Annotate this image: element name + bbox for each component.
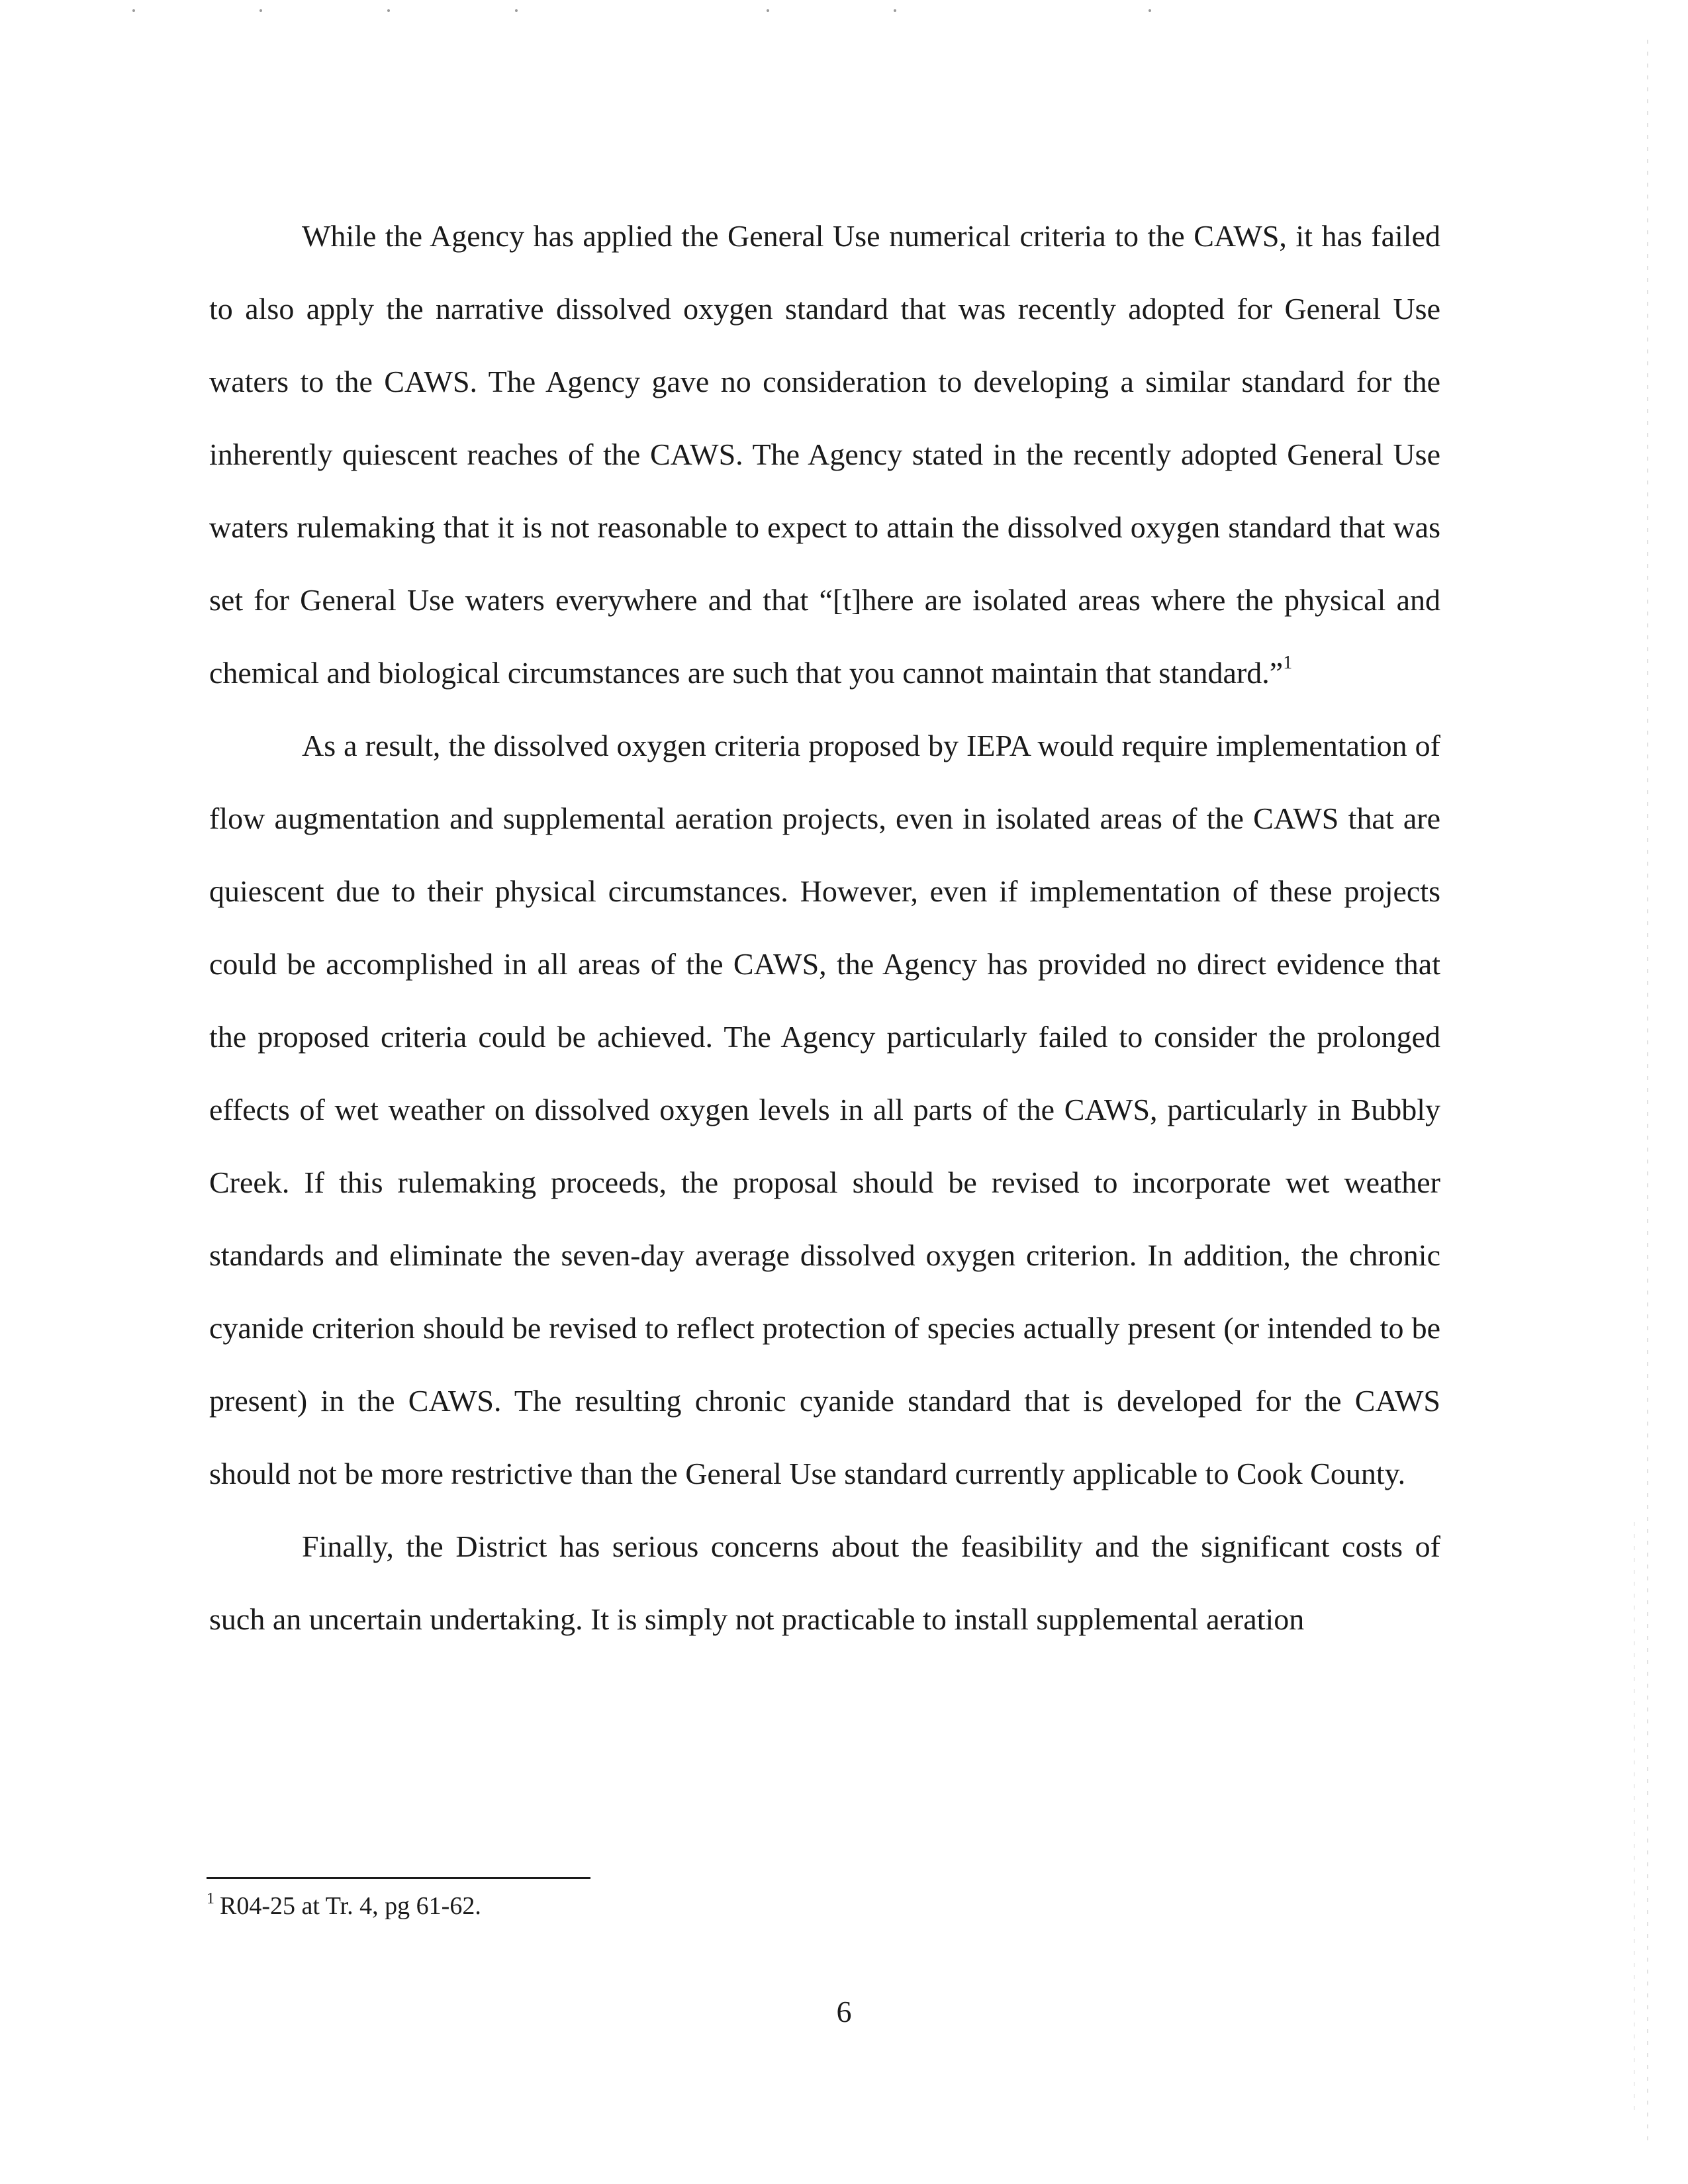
paragraph-3 — [209, 1510, 1440, 1656]
paragraph-2-text: As a result, the dissolved oxygen criteria proposed by IEPA would require implementation of flow augmentation and supplemental aeration projects, even in isolated areas of the CAWS that are quiescent due to their physical circumstances. However, even if implementation of these projects could be accomplished in all areas of the CAWS, the Agency has provided no direct evidence that the proposed criteria could be achieved. The Agency particularly failed to consider the prolonged effects of wet weather on dissolved oxygen levels in all parts of the CAWS, particularly in Bubbly Creek. If this rulemaking proceeds, the proposal should be revised to incorporate wet weather standards and eliminate the seven-day average dissolved oxygen criterion. In addition, the chronic cyanide criterion should be revised to reflect protection of species actually present (or intended to be present) in the CAWS. The resulting chronic cyanide standard that is developed for the CAWS should not be more restrictive than the General Use standard currently applicable to Cook County. — [209, 729, 1440, 1490]
footnote-text: R04-25 at Tr. 4, pg 61-62. — [220, 1892, 481, 1920]
footnote-reference: 1 — [1283, 653, 1293, 673]
body-text — [209, 200, 1440, 1656]
paragraph-2 — [209, 709, 1440, 1510]
scan-edge-line — [1647, 40, 1648, 2144]
page-number: 6 — [836, 1995, 852, 2028]
scan-edge-line-secondary — [1634, 1522, 1635, 2118]
paragraph-3-text: Finally, the District has serious concerns about the feasibility and the significant costs of such an uncertain undertaking. It is simply not practicable to install supplemental aeration — [209, 1529, 1440, 1636]
paragraph-1 — [209, 200, 1440, 709]
paragraph-1-text: While the Agency has applied the General Use numerical criteria to the CAWS, it has failed to also apply the narrative dissolved oxygen standard that was recently adopted for General Use waters to the CAWS. The Agency gave no consideration to developing a similar standard for the inherently quiescent reaches of the CAWS. The Agency stated in the recently adopted General Use waters rulemaking that it is not reasonable to expect to attain the dissolved oxygen standard that was set for General Use waters everywhere and that “[t]here are isolated areas where the physical and chemical and biological circumstances are such that you cannot maintain that standard.” — [209, 219, 1440, 690]
scan-artifact-dots — [0, 9, 1688, 13]
footnote-separator — [207, 1877, 590, 1879]
footnote — [207, 1888, 1001, 1925]
footnote-marker: 1 — [207, 1890, 214, 1907]
